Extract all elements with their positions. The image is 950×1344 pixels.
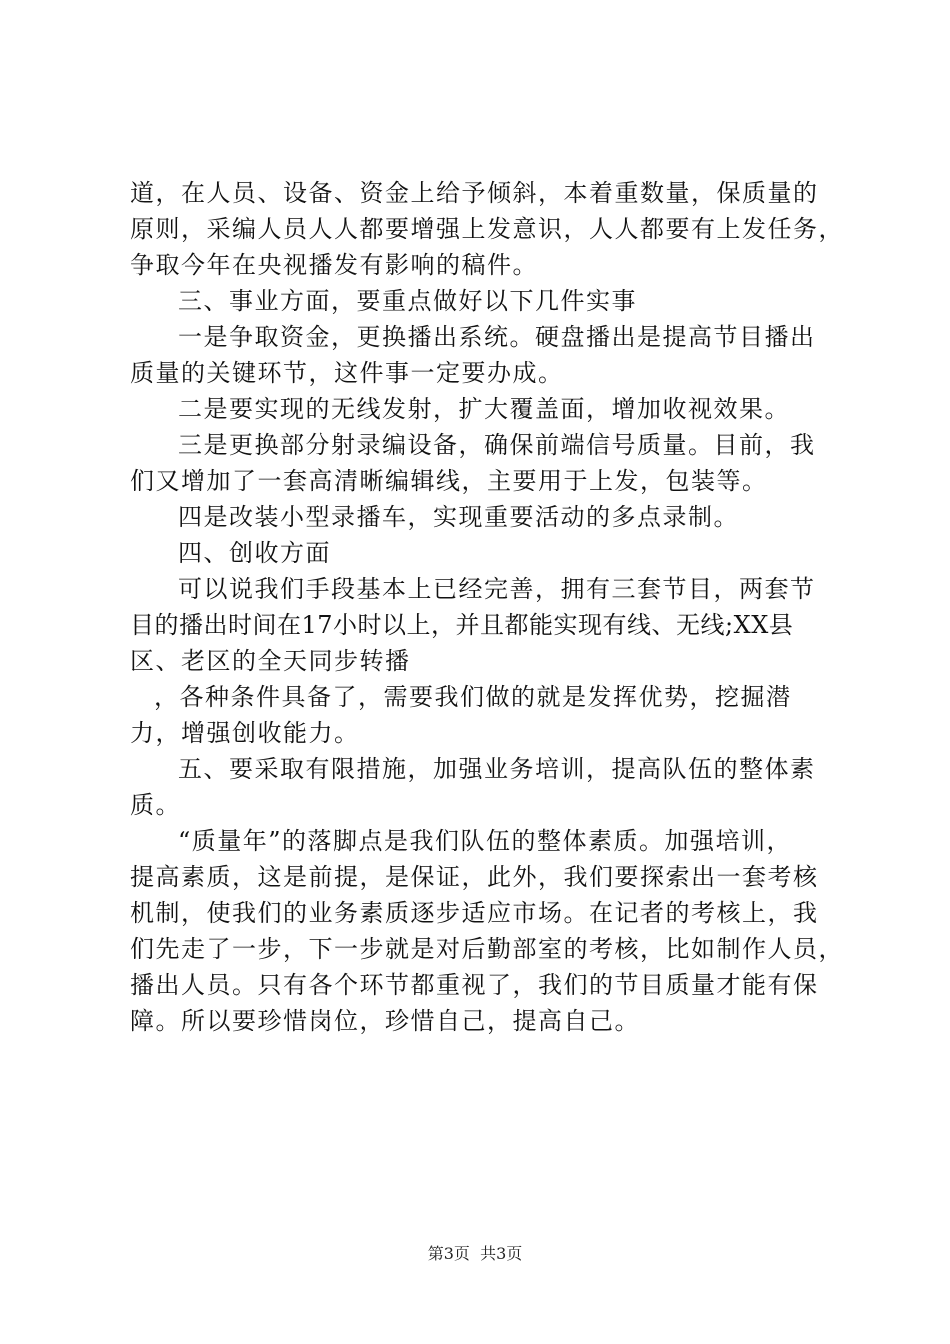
text-line: 一是争取资金，更换播出系统。硬盘播出是提高节目播出 — [178, 323, 816, 351]
text-line: 原则，采编人员人人都要增强上发意识，人人都要有上发任务， — [130, 215, 844, 243]
text-line: 质。 — [130, 791, 181, 819]
text-line: 机制，使我们的业务素质逐步适应市场。在记者的考核上，我 — [130, 899, 819, 927]
text-line: 道，在人员、设备、资金上给予倾斜，本着重数量，保质量的 — [130, 179, 819, 207]
text-line: 障。所以要珍惜岗位，珍惜自己，提高自己。 — [130, 1007, 640, 1035]
text-line: 四是改装小型录播车，实现重要活动的多点录制。 — [178, 503, 739, 531]
text-line: 目的播出时间在17小时以上，并且都能实现有线、无线;XX县 — [130, 611, 794, 639]
text-line: 们先走了一步，下一步就是对后勤部室的考核，比如制作人员， — [130, 935, 844, 963]
text-line: 力，增强创收能力。 — [130, 719, 360, 747]
section-heading: 三、事业方面，要重点做好以下几件实事 — [178, 287, 637, 315]
page-number-footer: 第3页 共3页 — [427, 1244, 523, 1263]
section-heading: 五、要采取有限措施，加强业务培训，提高队伍的整体素 — [178, 755, 816, 783]
text-line: 争取今年在央视播发有影响的稿件。 — [130, 251, 538, 279]
text-line: 播出人员。只有各个环节都重视了，我们的节目质量才能有保 — [130, 971, 819, 999]
text-line: 区、老区的全天同步转播 — [130, 647, 411, 675]
text-line: ，各种条件具备了，需要我们做的就是发挥优势，挖掘潜 — [154, 683, 792, 711]
document-body — [130, 175, 844, 1039]
text-line: 三是更换部分射录编设备，确保前端信号质量。目前，我 — [178, 431, 816, 459]
text-line: 可以说我们手段基本上已经完善，拥有三套节目，两套节 — [178, 575, 816, 603]
text-line: 提高素质，这是前提，是保证，此外，我们要探索出一套考核 — [130, 863, 819, 891]
section-heading: 四、创收方面 — [178, 539, 331, 567]
text-line: 们又增加了一套高清晰编辑线，主要用于上发，包装等。 — [130, 467, 768, 495]
text-line: 二是要实现的无线发射，扩大覆盖面，增加收视效果。 — [178, 395, 790, 423]
text-line: “质量年”的落脚点是我们队伍的整体素质。加强培训， — [178, 827, 793, 855]
text-line: 质量的关键环节，这件事一定要办成。 — [130, 359, 564, 387]
